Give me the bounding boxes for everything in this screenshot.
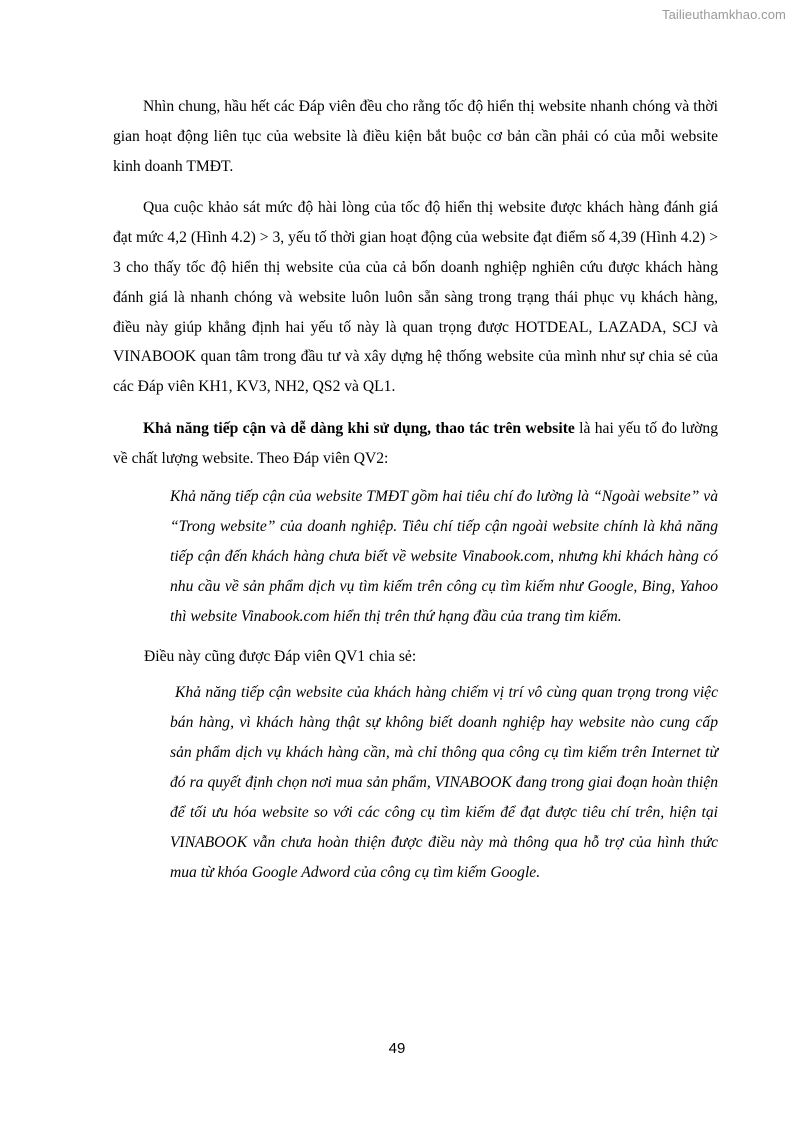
quote-qv2: Khả năng tiếp cận của website TMĐT gồm hai tiêu chí đo lường là “Ngoài website” và “Trong website” của doanh nghiệp. Tiêu chí tiếp cận ngoài website chính là khả năng tiếp cận đến khách hàng chưa biết về website Vinabook.com, nhưng khi khách hàng có nhu cầu về sản phẩm dịch vụ tìm kiếm trên công cụ tìm kiếm như Google, Bing, Yahoo thì website Vinabook.com hiển thị trên thứ hạng đầu của trang tìm kiếm. (170, 487, 718, 625)
paragraph-1: Nhìn chung, hầu hết các Đáp viên đều cho rằng tốc độ hiển thị website nhanh chóng và thời gian hoạt động liên tục của website là điều kiện bắt buộc cơ bản cần phải có của mỗi website kinh doanh TMĐT. (113, 98, 718, 175)
page-number: 49 (388, 1040, 406, 1057)
watermark-text: Tailieuthamkhao.com (661, 7, 786, 22)
quote-intro-qv1: Điều này cũng được Đáp viên QV1 chia sẻ: (144, 647, 417, 665)
paragraph-3 (113, 414, 718, 474)
paragraph-2: Qua cuộc khảo sát mức độ hài lòng của tốc độ hiển thị website được khách hàng đánh giá đạt mức 4,2 (Hình 4.2) > 3, yếu tố thời gian hoạt động của website đạt điểm số 4,39 (Hình 4.2) > 3 cho thấy tốc độ hiển thị website của của cả bốn doanh nghiệp nghiên cứu được khách hàng đánh giá là nhanh chóng và website luôn luôn sẵn sàng trong trạng thái phục vụ khách hàng, điều này giúp khẳng định hai yếu tố này là quan trọng được HOTDEAL, LAZADA, SCJ và VINABOOK quan tâm trong đầu tư và xây dựng hệ thống website của mình như sự chia sẻ của các Đáp viên KH1, KV3, NH2, QS2 và QL1. (113, 199, 718, 396)
paragraph-3-bold-lead: Khả năng tiếp cận và dễ dàng khi sử dụng, thao tác trên website (143, 419, 575, 437)
paragraph-3-text: là hai yếu tố đo lường về chất lượng website. Theo Đáp viên QV2: (113, 419, 718, 467)
quote-qv1: Khả năng tiếp cận website của khách hàng chiếm vị trí vô cùng quan trọng trong việc bán hàng, vì khách hàng thật sự không biết doanh nghiệp hay website nào cung cấp sản phẩm dịch vụ khách hàng cần, mà chỉ thông qua công cụ tìm kiếm trên Internet từ đó ra quyết định chọn nơi mua sản phẩm, VINABOOK đang trong giai đoạn hoàn thiện để tối ưu hóa website so với các công cụ tìm kiếm để đạt được tiêu chí trên, hiện tại VINABOOK vẫn chưa hoàn thiện được điều này mà thông qua hỗ trợ của hình thức mua từ khóa Google Adword của công cụ tìm kiếm Google. (170, 683, 718, 881)
document-body (113, 92, 718, 898)
